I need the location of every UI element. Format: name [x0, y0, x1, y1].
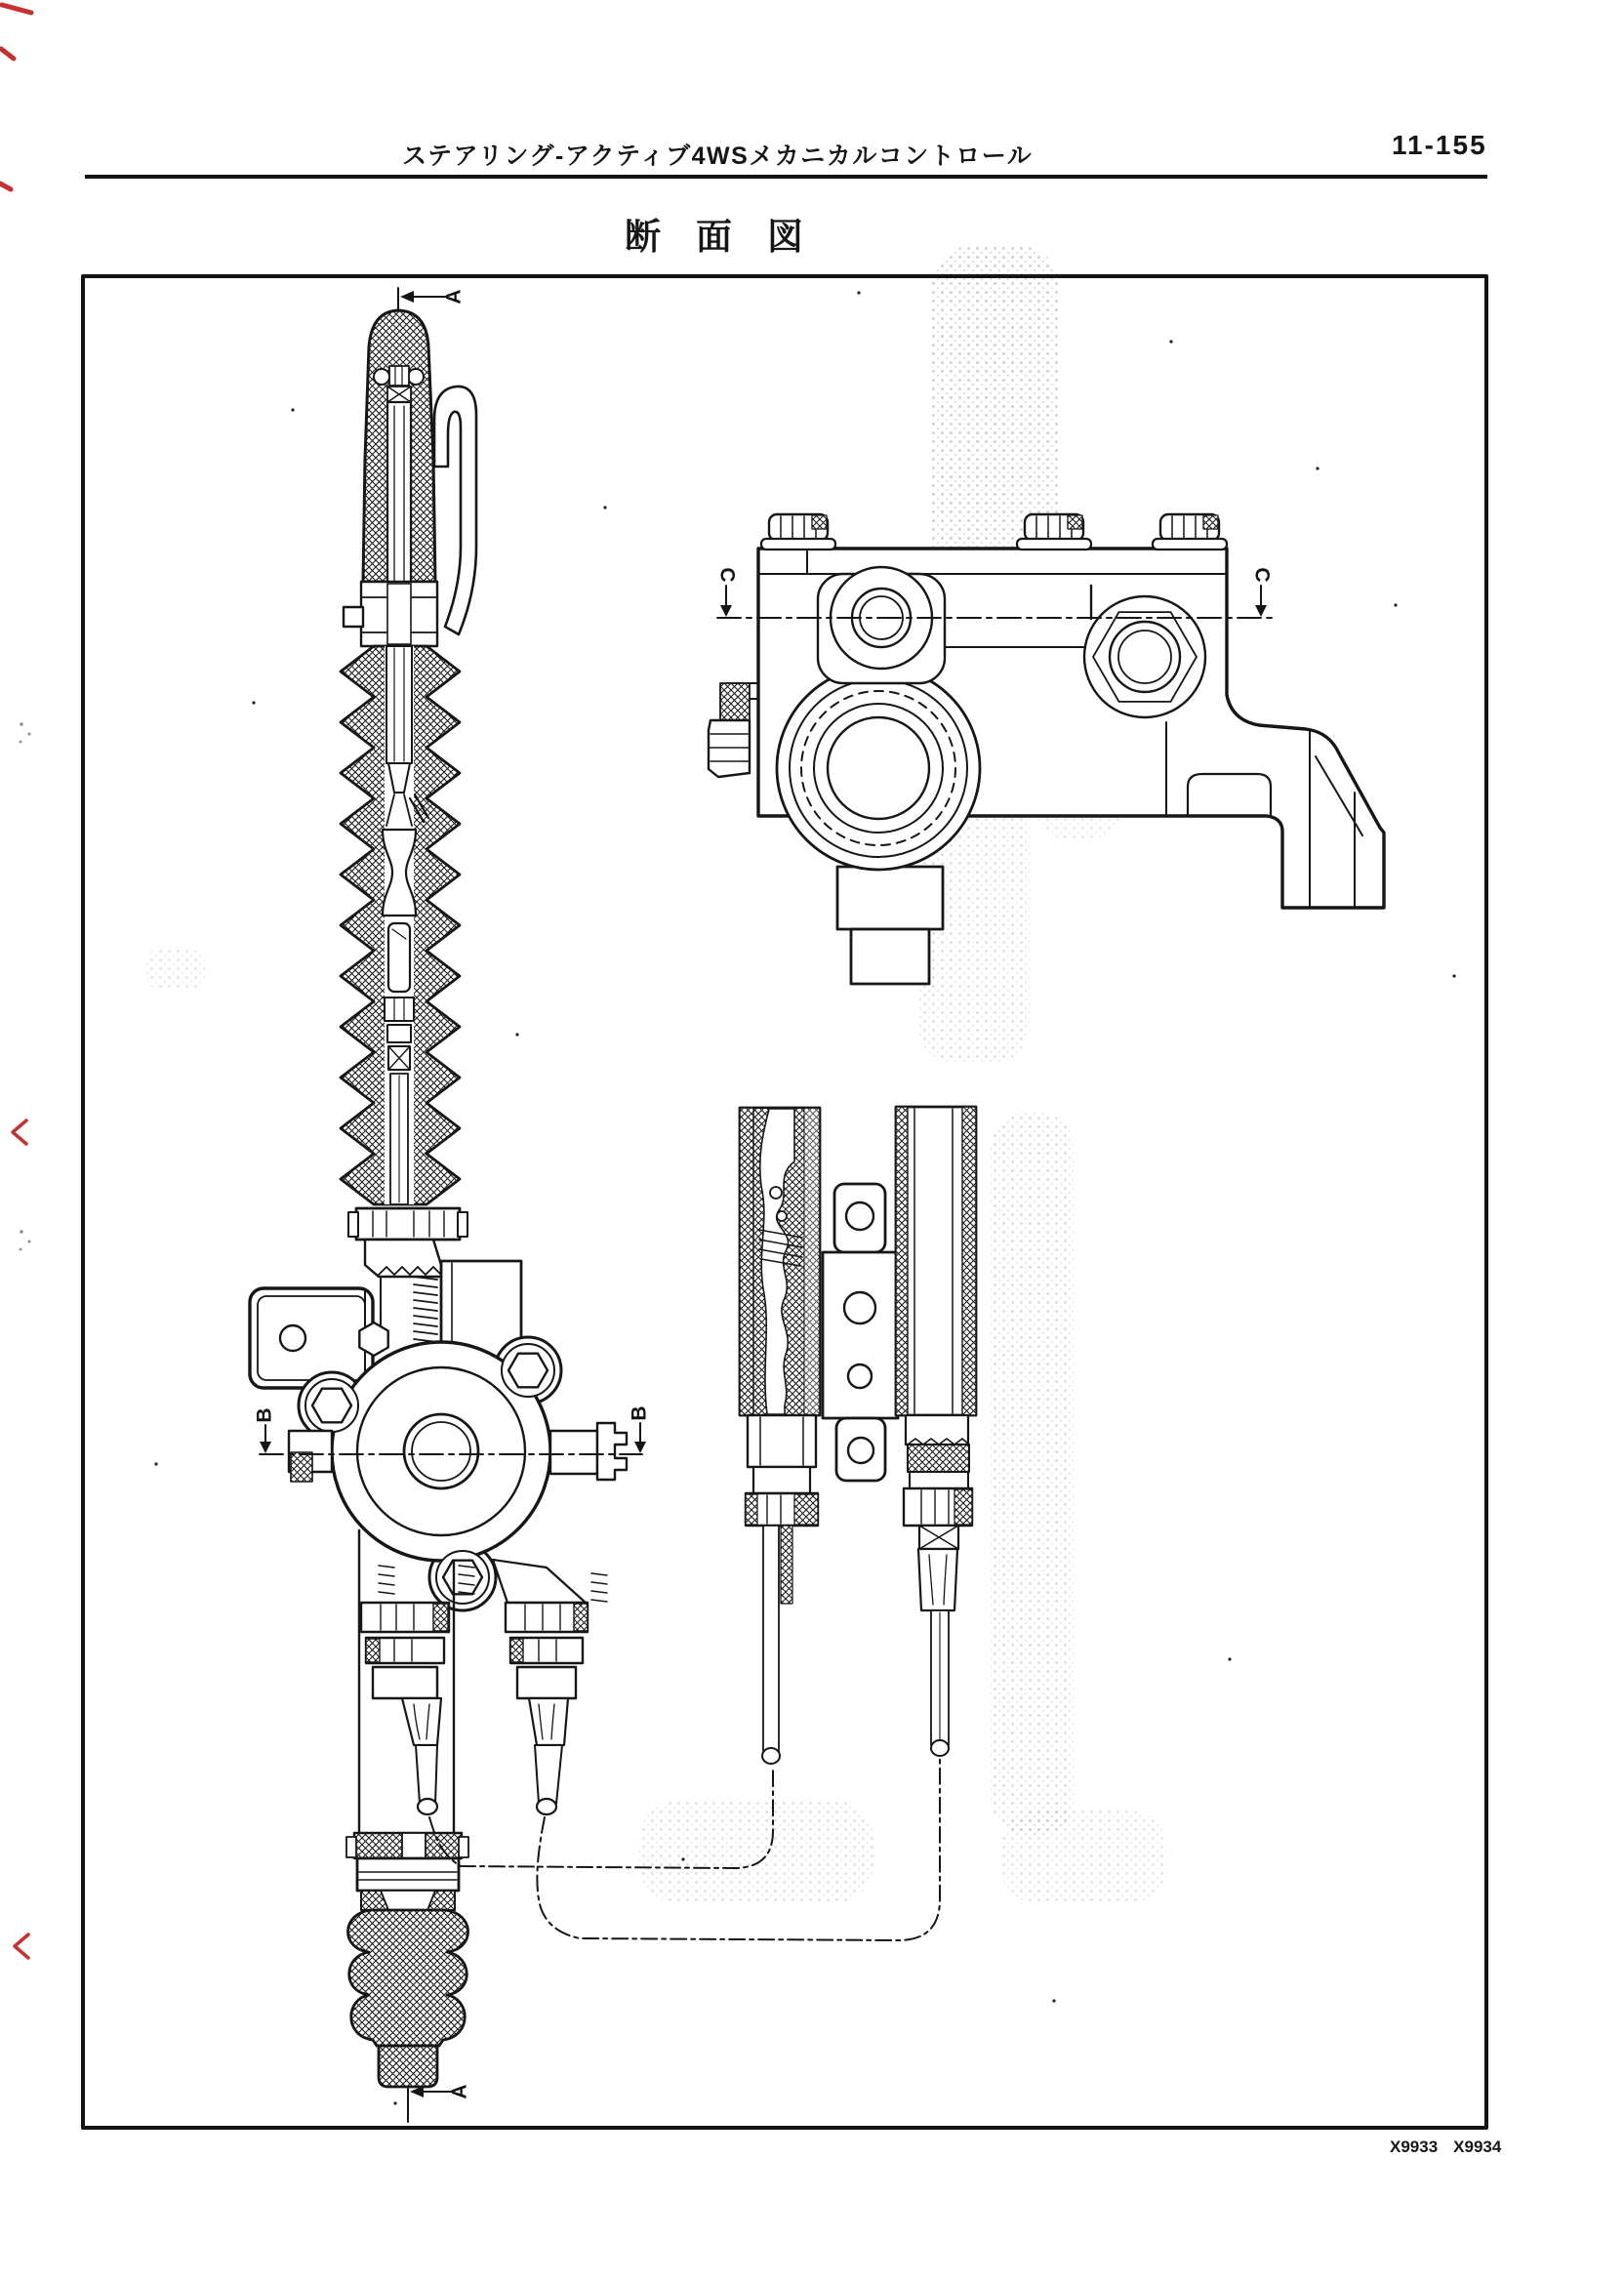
right-cylinder	[896, 1107, 976, 1756]
hook-bracket	[434, 387, 476, 634]
ref-code-right: X9934	[1453, 2138, 1502, 2156]
label-a-top: A	[442, 289, 466, 305]
scan-smudges	[144, 246, 1166, 1903]
page-number: 11-155	[1392, 130, 1487, 160]
label-b-right: B	[628, 1405, 651, 1421]
label-c-right: C	[1250, 567, 1274, 583]
label-a-bottom: A	[448, 2084, 471, 2099]
cylinder-bracket	[823, 1184, 898, 1481]
left-cylinder	[740, 1108, 820, 1764]
steering-gear-assembly	[250, 288, 651, 2122]
section-arrow-a-bottom	[408, 2084, 471, 2122]
bolt-1	[761, 514, 835, 550]
label-c-left: C	[715, 567, 739, 583]
bolt-3	[1153, 514, 1227, 550]
section-arrow-b-right	[629, 1405, 651, 1453]
power-cylinders	[740, 1107, 976, 1764]
section-arrow-b-left	[254, 1407, 276, 1453]
label-b-left: B	[253, 1407, 276, 1423]
section-arrow-c-left	[715, 567, 738, 617]
red-scan-marks	[0, 5, 31, 1958]
upper-collar	[344, 582, 437, 646]
left-fitting	[709, 683, 750, 777]
figure-title: 断面図	[625, 217, 838, 257]
header-title: ステアリング-アクティブ4WSメカニカルコントロール	[402, 142, 1034, 170]
pinion-housing	[260, 1337, 642, 1610]
bellows-clamp	[348, 1208, 467, 1240]
ref-code-left: X9933	[1390, 2138, 1439, 2156]
section-arrow-c-right	[1250, 567, 1273, 617]
left-port	[818, 567, 945, 683]
bolt-2	[1017, 514, 1091, 550]
bellows-boot	[341, 646, 460, 1204]
lower-boot	[346, 1833, 468, 2087]
control-valve-body	[709, 514, 1384, 984]
